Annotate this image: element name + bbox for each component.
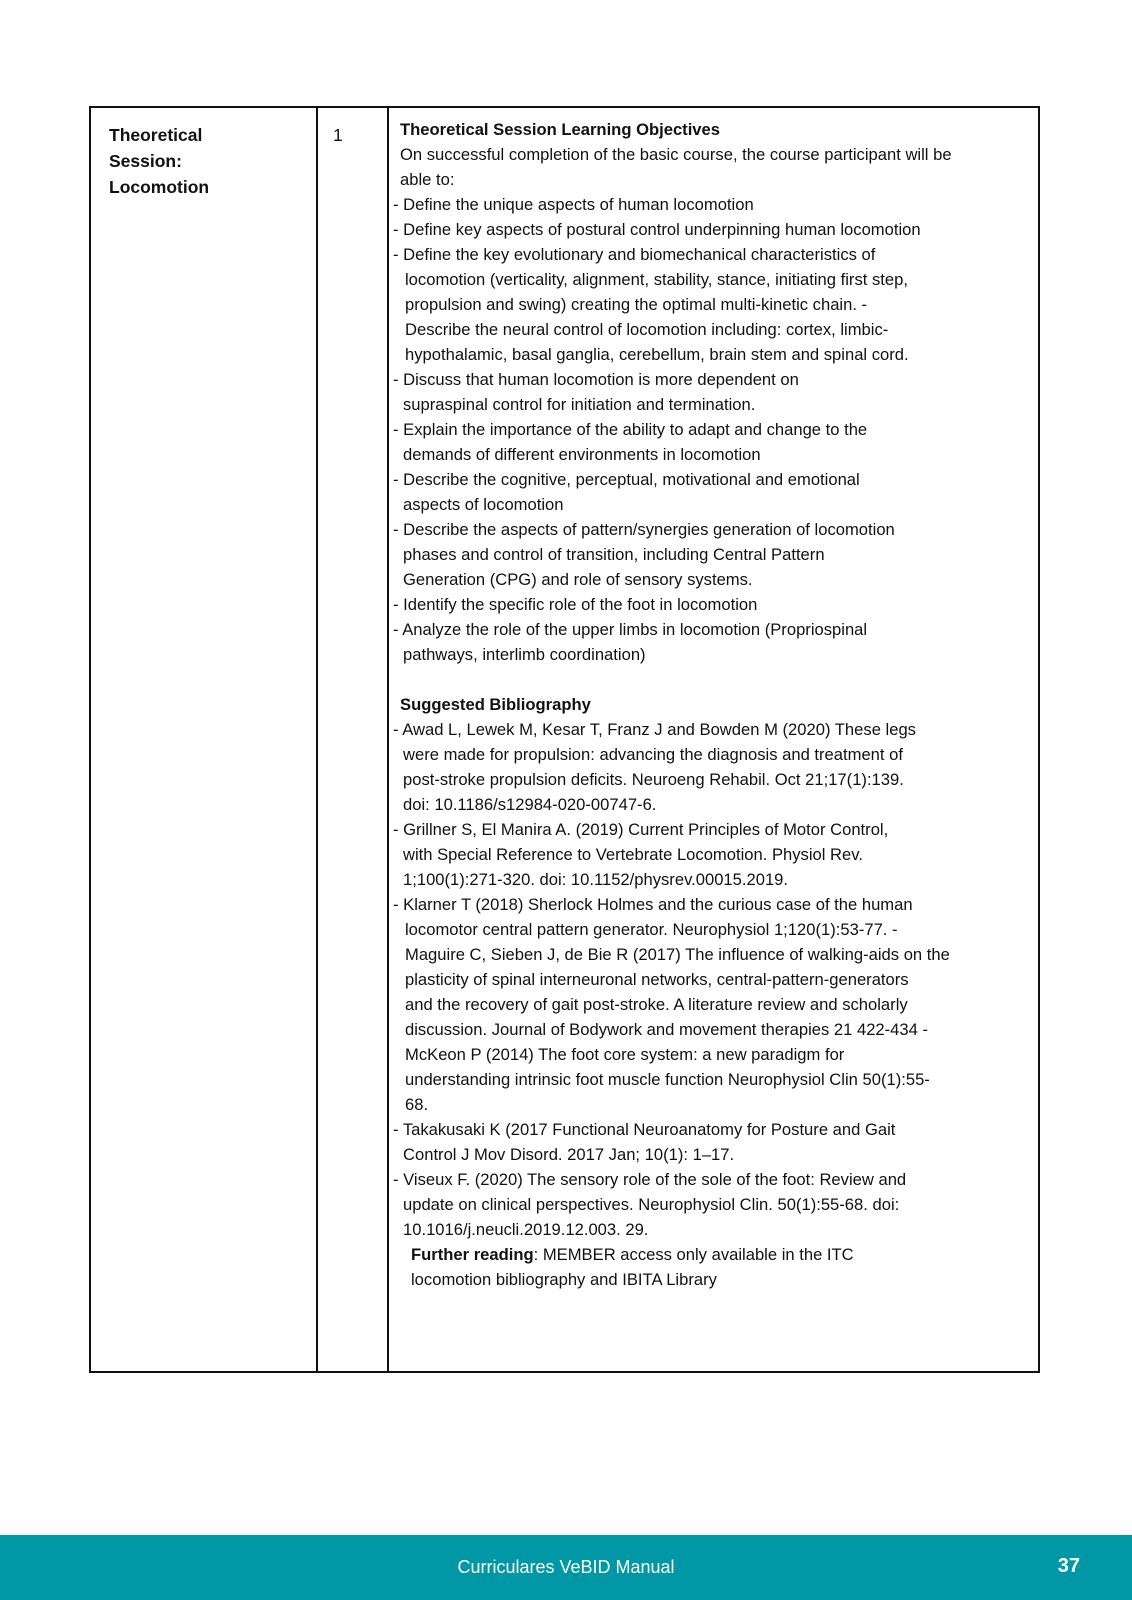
objective-line: - Explain the importance of the ability to adapt and change to the [393,420,868,439]
bibliography-line: McKeon P (2014) The foot core system: a new paradigm for [405,1045,845,1064]
footer-title: Curriculares VeBID Manual [457,1557,675,1577]
objective-line: supraspinal control for initiation and termination. [403,395,756,414]
section-spacer [391,667,1031,692]
further-reading-text: : MEMBER access only available in the ITC [533,1245,854,1264]
bibliography-line: plasticity of spinal interneuronal networks, central-pattern-generators [405,970,909,989]
objective-line: Generation (CPG) and role of sensory systems. [403,570,753,589]
objective-line: hypothalamic, basal ganglia, cerebellum, brain stem and spinal cord. [405,345,909,364]
bibliography-line: and the recovery of gait post-stroke. A literature review and scholarly [405,995,908,1014]
session-title-line: Session: [109,151,182,171]
session-number: 1 [333,125,343,145]
objective-line: demands of different environments in locomotion [403,445,761,464]
curriculum-table [89,106,1040,1373]
objective-line: locomotion (verticality, alignment, stability, stance, initiating first step, [405,270,908,289]
bibliography-line: locomotor central pattern generator. Neurophysiol 1;120(1):53-77. - [405,920,898,939]
objective-line: Describe the neural control of locomotion including: cortex, limbic- [405,320,889,339]
bibliography-line: - Klarner T (2018) Sherlock Holmes and the curious case of the human [393,895,913,914]
objectives-intro-line: able to: [400,170,455,189]
objective-line: - Identify the specific role of the foot in locomotion [393,595,758,614]
session-content [391,117,1031,1292]
bibliography-line: - Awad L, Lewek M, Kesar T, Franz J and Bowden M (2020) These legs [393,720,916,739]
bibliography-line: were made for propulsion: advancing the diagnosis and treatment of [403,745,903,764]
bibliography-line: - Takakusaki K (2017 Functional Neuroanatomy for Posture and Gait [393,1120,896,1139]
column-divider [316,108,318,1371]
objective-line: - Describe the cognitive, perceptual, motivational and emotional [393,470,860,489]
bibliography-line: Maguire C, Sieben J, de Bie R (2017) The influence of walking-aids on the [405,945,950,964]
objective-line: aspects of locomotion [403,495,564,514]
further-reading-line [391,1242,1031,1267]
page-number: 37 [1057,1555,1080,1577]
objective-line: - Discuss that human locomotion is more dependent on [393,370,799,389]
session-title [109,122,299,200]
bibliography-line: doi: 10.1186/s12984-020-00747-6. [403,795,657,814]
objective-line: phases and control of transition, including Central Pattern [403,545,825,564]
page-footer [0,1535,1132,1600]
column-divider [387,108,389,1371]
bibliography-line: Control J Mov Disord. 2017 Jan; 10(1): 1–17. [403,1145,735,1164]
objective-line: - Define key aspects of postural control underpinning human locomotion [393,220,921,239]
objective-line: - Define the key evolutionary and biomechanical characteristics of [393,245,876,264]
bibliography-line: 1;100(1):271-320. doi: 10.1152/physrev.00015.2019. [403,870,789,889]
further-reading-line: locomotion bibliography and IBITA Library [411,1270,717,1289]
objective-line: pathways, interlimb coordination) [403,645,646,664]
bibliography-line: 68. [405,1095,429,1114]
bibliography-heading: Suggested Bibliography [400,695,591,714]
further-reading-label: Further reading [411,1245,534,1264]
bibliography-line: 10.1016/j.neucli.2019.12.003. 29. [403,1220,649,1239]
objective-line: - Describe the aspects of pattern/synergies generation of locomotion [393,520,895,539]
session-title-line: Theoretical [109,125,203,145]
bibliography-line: - Grillner S, El Manira A. (2019) Current Principles of Motor Control, [393,820,889,839]
bibliography-line: post-stroke propulsion deficits. Neuroeng Rehabil. Oct 21;17(1):139. [403,770,904,789]
bibliography-line: update on clinical perspectives. Neurophysiol Clin. 50(1):55-68. doi: [403,1195,900,1214]
bibliography-line: understanding intrinsic foot muscle function Neurophysiol Clin 50(1):55- [405,1070,930,1089]
session-title-line: Locomotion [109,177,210,197]
bibliography-line: with Special Reference to Vertebrate Locomotion. Physiol Rev. [403,845,863,864]
bibliography-line: discussion. Journal of Bodywork and movement therapies 21 422-434 - [405,1020,928,1039]
objective-line: propulsion and swing) creating the optimal multi-kinetic chain. - [405,295,868,314]
objective-line: - Define the unique aspects of human locomotion [393,195,754,214]
objectives-heading: Theoretical Session Learning Objectives [400,120,720,139]
bibliography-line: - Viseux F. (2020) The sensory role of the sole of the foot: Review and [393,1170,907,1189]
objective-line: - Analyze the role of the upper limbs in locomotion (Propriospinal [393,620,868,639]
objectives-intro-line: On successful completion of the basic course, the course participant will be [400,145,952,164]
